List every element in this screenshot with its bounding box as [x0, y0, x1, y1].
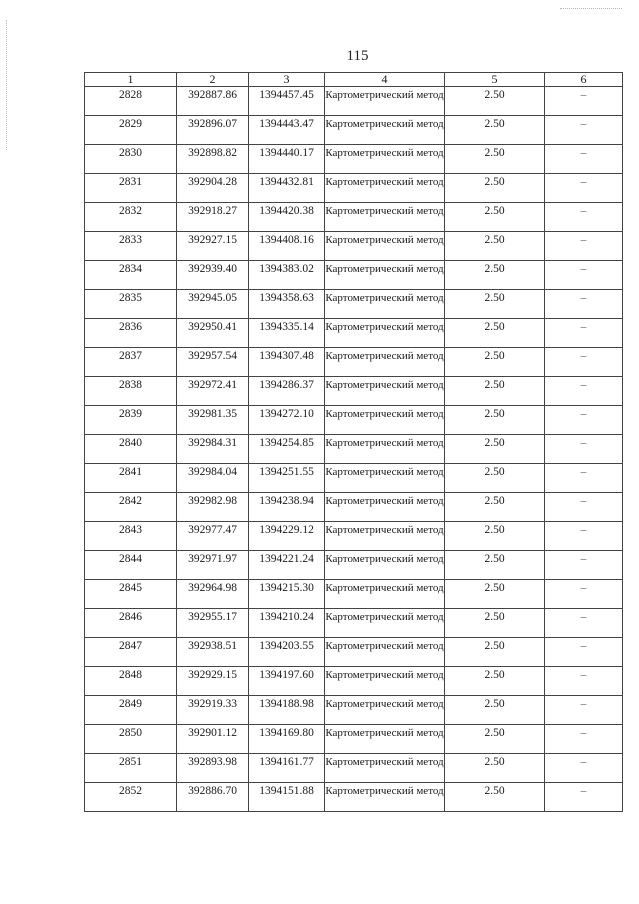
table-row — [85, 290, 623, 319]
cell-note: – — [545, 377, 623, 406]
cell-accuracy: 2.50 — [445, 667, 545, 696]
page-number: 115 — [346, 48, 369, 64]
cell-method: Картометрический метод — [325, 232, 445, 261]
table-row — [85, 406, 623, 435]
table-row — [85, 754, 623, 783]
cell-accuracy: 2.50 — [445, 203, 545, 232]
header-col-4: 4 — [325, 73, 445, 87]
cell-point-number: 2846 — [85, 609, 177, 638]
cell-method: Картометрический метод — [325, 377, 445, 406]
cell-method: Картометрический метод — [325, 174, 445, 203]
cell-point-number: 2843 — [85, 522, 177, 551]
cell-accuracy: 2.50 — [445, 348, 545, 377]
cell-accuracy: 2.50 — [445, 493, 545, 522]
table-row — [85, 203, 623, 232]
header-col-3: 3 — [249, 73, 325, 87]
cell-coord-y: 1394272.10 — [249, 406, 325, 435]
cell-accuracy: 2.50 — [445, 261, 545, 290]
cell-accuracy: 2.50 — [445, 174, 545, 203]
cell-coord-x: 392939.40 — [177, 261, 249, 290]
cell-note: – — [545, 754, 623, 783]
cell-note: – — [545, 232, 623, 261]
cell-point-number: 2832 — [85, 203, 177, 232]
cell-accuracy: 2.50 — [445, 580, 545, 609]
cell-point-number: 2834 — [85, 261, 177, 290]
cell-coord-y: 1394457.45 — [249, 87, 325, 116]
cell-note: – — [545, 145, 623, 174]
cell-note: – — [545, 522, 623, 551]
coordinates-table — [84, 72, 623, 812]
cell-method: Картометрический метод — [325, 551, 445, 580]
scan-artifact-left — [6, 20, 7, 150]
cell-point-number: 2845 — [85, 580, 177, 609]
cell-accuracy: 2.50 — [445, 377, 545, 406]
cell-coord-x: 392945.05 — [177, 290, 249, 319]
table-body — [85, 87, 623, 812]
cell-note: – — [545, 261, 623, 290]
table-row — [85, 522, 623, 551]
cell-point-number: 2848 — [85, 667, 177, 696]
cell-point-number: 2842 — [85, 493, 177, 522]
cell-coord-y: 1394169.80 — [249, 725, 325, 754]
cell-accuracy: 2.50 — [445, 696, 545, 725]
cell-note: – — [545, 116, 623, 145]
table-row — [85, 435, 623, 464]
cell-point-number: 2852 — [85, 783, 177, 812]
cell-coord-x: 392893.98 — [177, 754, 249, 783]
cell-method: Картометрический метод — [325, 435, 445, 464]
cell-accuracy: 2.50 — [445, 319, 545, 348]
cell-coord-x: 392938.51 — [177, 638, 249, 667]
cell-method: Картометрический метод — [325, 638, 445, 667]
cell-point-number: 2841 — [85, 464, 177, 493]
cell-accuracy: 2.50 — [445, 87, 545, 116]
cell-point-number: 2836 — [85, 319, 177, 348]
cell-coord-x: 392918.27 — [177, 203, 249, 232]
table-row — [85, 87, 623, 116]
cell-accuracy: 2.50 — [445, 725, 545, 754]
cell-coord-y: 1394229.12 — [249, 522, 325, 551]
cell-point-number: 2851 — [85, 754, 177, 783]
cell-coord-x: 392957.54 — [177, 348, 249, 377]
cell-note: – — [545, 638, 623, 667]
cell-method: Картометрический метод — [325, 145, 445, 174]
cell-point-number: 2829 — [85, 116, 177, 145]
cell-note: – — [545, 667, 623, 696]
cell-coord-x: 392904.28 — [177, 174, 249, 203]
header-col-6: 6 — [545, 73, 623, 87]
cell-coord-y: 1394358.63 — [249, 290, 325, 319]
cell-coord-x: 392964.98 — [177, 580, 249, 609]
cell-coord-x: 392896.07 — [177, 116, 249, 145]
cell-coord-y: 1394210.24 — [249, 609, 325, 638]
table-row — [85, 261, 623, 290]
table-row — [85, 783, 623, 812]
cell-coord-x: 392981.35 — [177, 406, 249, 435]
cell-accuracy: 2.50 — [445, 116, 545, 145]
cell-coord-x: 392898.82 — [177, 145, 249, 174]
table-row — [85, 696, 623, 725]
cell-note: – — [545, 551, 623, 580]
cell-note: – — [545, 87, 623, 116]
table-row — [85, 638, 623, 667]
cell-accuracy: 2.50 — [445, 551, 545, 580]
cell-coord-y: 1394408.16 — [249, 232, 325, 261]
table-row — [85, 464, 623, 493]
cell-method: Картометрический метод — [325, 319, 445, 348]
cell-note: – — [545, 290, 623, 319]
cell-method: Картометрический метод — [325, 493, 445, 522]
table-row — [85, 551, 623, 580]
table-row — [85, 174, 623, 203]
cell-accuracy: 2.50 — [445, 145, 545, 174]
cell-note: – — [545, 319, 623, 348]
cell-method: Картометрический метод — [325, 203, 445, 232]
cell-coord-x: 392929.15 — [177, 667, 249, 696]
cell-point-number: 2838 — [85, 377, 177, 406]
table-header — [85, 73, 623, 87]
cell-point-number: 2849 — [85, 696, 177, 725]
cell-coord-x: 392886.70 — [177, 783, 249, 812]
cell-coord-y: 1394432.81 — [249, 174, 325, 203]
cell-accuracy: 2.50 — [445, 232, 545, 261]
cell-method: Картометрический метод — [325, 609, 445, 638]
cell-coord-y: 1394188.98 — [249, 696, 325, 725]
cell-accuracy: 2.50 — [445, 290, 545, 319]
cell-method: Картометрический метод — [325, 522, 445, 551]
cell-coord-y: 1394151.88 — [249, 783, 325, 812]
table-row — [85, 725, 623, 754]
cell-coord-y: 1394443.47 — [249, 116, 325, 145]
cell-method: Картометрический метод — [325, 783, 445, 812]
table-row — [85, 116, 623, 145]
cell-accuracy: 2.50 — [445, 522, 545, 551]
cell-coord-y: 1394238.94 — [249, 493, 325, 522]
cell-coord-x: 392971.97 — [177, 551, 249, 580]
cell-method: Картометрический метод — [325, 290, 445, 319]
cell-coord-x: 392977.47 — [177, 522, 249, 551]
cell-note: – — [545, 493, 623, 522]
cell-point-number: 2831 — [85, 174, 177, 203]
cell-point-number: 2850 — [85, 725, 177, 754]
cell-coord-y: 1394203.55 — [249, 638, 325, 667]
cell-coord-x: 392972.41 — [177, 377, 249, 406]
cell-point-number: 2839 — [85, 406, 177, 435]
cell-method: Картометрический метод — [325, 87, 445, 116]
cell-note: – — [545, 783, 623, 812]
cell-accuracy: 2.50 — [445, 609, 545, 638]
cell-method: Картометрический метод — [325, 725, 445, 754]
cell-coord-x: 392982.98 — [177, 493, 249, 522]
cell-coord-x: 392919.33 — [177, 696, 249, 725]
cell-coord-x: 392950.41 — [177, 319, 249, 348]
cell-method: Картометрический метод — [325, 464, 445, 493]
cell-note: – — [545, 725, 623, 754]
cell-coord-y: 1394383.02 — [249, 261, 325, 290]
cell-accuracy: 2.50 — [445, 464, 545, 493]
header-row — [85, 73, 623, 87]
cell-note: – — [545, 464, 623, 493]
header-col-2: 2 — [177, 73, 249, 87]
cell-method: Картометрический метод — [325, 261, 445, 290]
cell-point-number: 2840 — [85, 435, 177, 464]
cell-point-number: 2828 — [85, 87, 177, 116]
cell-note: – — [545, 348, 623, 377]
table-row — [85, 145, 623, 174]
cell-point-number: 2833 — [85, 232, 177, 261]
cell-coord-x: 392955.17 — [177, 609, 249, 638]
cell-coord-y: 1394221.24 — [249, 551, 325, 580]
cell-method: Картометрический метод — [325, 696, 445, 725]
cell-coord-y: 1394307.48 — [249, 348, 325, 377]
cell-accuracy: 2.50 — [445, 754, 545, 783]
cell-coord-y: 1394161.77 — [249, 754, 325, 783]
cell-method: Картометрический метод — [325, 116, 445, 145]
cell-coord-x: 392984.04 — [177, 464, 249, 493]
cell-note: – — [545, 580, 623, 609]
table-row — [85, 377, 623, 406]
cell-coord-x: 392927.15 — [177, 232, 249, 261]
cell-coord-y: 1394215.30 — [249, 580, 325, 609]
header-col-5: 5 — [445, 73, 545, 87]
table-row — [85, 493, 623, 522]
cell-coord-y: 1394420.38 — [249, 203, 325, 232]
cell-note: – — [545, 174, 623, 203]
cell-note: – — [545, 435, 623, 464]
header-col-1: 1 — [85, 73, 177, 87]
cell-coord-y: 1394335.14 — [249, 319, 325, 348]
cell-point-number: 2847 — [85, 638, 177, 667]
cell-note: – — [545, 203, 623, 232]
cell-coord-x: 392901.12 — [177, 725, 249, 754]
cell-accuracy: 2.50 — [445, 435, 545, 464]
cell-point-number: 2835 — [85, 290, 177, 319]
cell-coord-x: 392984.31 — [177, 435, 249, 464]
cell-method: Картометрический метод — [325, 580, 445, 609]
table-row — [85, 319, 623, 348]
scan-artifact-top — [560, 8, 622, 9]
cell-note: – — [545, 406, 623, 435]
cell-accuracy: 2.50 — [445, 406, 545, 435]
table-row — [85, 609, 623, 638]
cell-coord-y: 1394440.17 — [249, 145, 325, 174]
cell-coord-y: 1394254.85 — [249, 435, 325, 464]
cell-point-number: 2837 — [85, 348, 177, 377]
cell-point-number: 2830 — [85, 145, 177, 174]
cell-accuracy: 2.50 — [445, 783, 545, 812]
cell-point-number: 2844 — [85, 551, 177, 580]
cell-note: – — [545, 696, 623, 725]
table-row — [85, 348, 623, 377]
table-row — [85, 232, 623, 261]
cell-coord-y: 1394197.60 — [249, 667, 325, 696]
cell-method: Картометрический метод — [325, 406, 445, 435]
cell-method: Картометрический метод — [325, 348, 445, 377]
cell-accuracy: 2.50 — [445, 638, 545, 667]
cell-coord-y: 1394251.55 — [249, 464, 325, 493]
table-row — [85, 667, 623, 696]
table-row — [85, 580, 623, 609]
cell-method: Картометрический метод — [325, 754, 445, 783]
cell-method: Картометрический метод — [325, 667, 445, 696]
cell-note: – — [545, 609, 623, 638]
cell-coord-y: 1394286.37 — [249, 377, 325, 406]
cell-coord-x: 392887.86 — [177, 87, 249, 116]
